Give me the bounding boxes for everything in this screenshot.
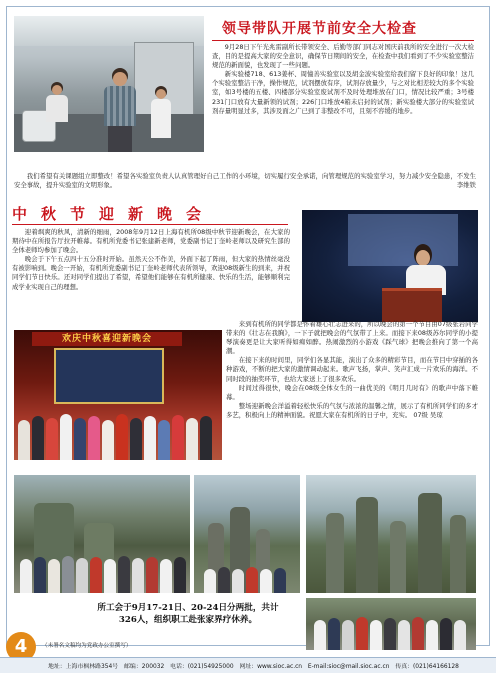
contact-info: 地址：上海市枫林路354号 邮编：200032 电话：(021)54925000 网址：www.sioc.ac.cn E-mail:sioc@mail.sioc.ac.cn 传真：(021)64166128 (48, 664, 459, 670)
page-number-badge: 4 (6, 632, 36, 662)
trip-photo-4 (306, 598, 476, 650)
trip-photo-2 (194, 475, 300, 593)
gala-para-1: 迎着飒爽的秋风，清新的细雨，2008年9月12日上海有机所08级中秋节迎新晚会，在大家的期待中在所报告厅拉开帷幕。有机所党委书记张建新老师，党委副书记丁奎岭老师以及研究生部的全体老师均参加了晚会。 (12, 228, 290, 255)
editorial-note: （未署名文稿均为党政办公室撰写） (42, 643, 132, 649)
inspection-text (212, 43, 474, 116)
gala-group-photo (14, 330, 222, 460)
gala-title: 中秋节迎新晚会 (12, 205, 216, 223)
gala-para-3: 来到有机所的同学都是怀着雄心壮志进来的，所以晚会的第一个节目由07级张岩同学带来的《壮志在我胸》，一下子就把晚会的气氛带了上来。而接下来08级苏尔同学的小提琴演奏更是让大家听得如痴如醉。热闹激烈的小游戏《踩气球》把晚会推向了第一个高潮。 (226, 320, 478, 356)
gala-para-2: 晚会于下午五点四十五分准时开始。虽然天公不作美，外面下起了阵雨，但大家的热情丝毫没有被影响到。晚会一开始，有机所党委副书记丁奎岭老师代表所领导，欢迎08级新生的到来，并祝同学们节日快乐。还对同学们提出了希望，希望他们能够在有机所健康、快乐的生活，能够顺利完成学业实现自己的理想。 (12, 255, 290, 291)
stage-banner: 欢庆中秋喜迎新晚会 (32, 332, 182, 346)
inspection-para-2: 新实验楼718、613姜杯、周憧善实验室以及胡金波实验室给我们留下良好的印象！这几个实验室整洁干净，操作规范，试剂摆放有序，试剂存放量少，与之对比相差较大的多个实验室，如3号楼的五楼、四楼部分实验室废试剂不及时处理堆放在门口，情况比较严重；3号楼231门口放有大量新领的试剂；226门口堆放4箱未启封的试剂；新实验楼大部分的实验室试剂存量明显过多，其涉及面之广已到了非整改不可，且刻不容缓的地步。 (212, 70, 475, 115)
gala-author: 07级 吴琼 (413, 410, 443, 419)
gala-para-4: 在接下来的时间里，同学们各显其能，演出了众多的精彩节目，而在节目中穿插的各种游戏，不断的把大家的激情调动起来。歌声飞扬，掌声、笑声汇成一片欢乐的海洋。不同时段的抽奖环节，也给大家送上了很多欢乐。 (226, 356, 478, 383)
inspection-author: 李维铁 (456, 181, 476, 190)
inspection-para-3: 我们希望有关课题组立即整改！希望各实验室负责人认真管理好自己工作的小环境，切实履行安全承诺，向管理规范的实验室学习，努力减少安全隐患，不发生安全事故，提升实验室的文明形象。 (14, 172, 476, 190)
inspection-conclusion (14, 172, 476, 190)
gala-para-6: 整场迎新晚会洋溢着轻松快乐的气氛与浓浓的温馨之情，展示了有机所同学们的多才多艺，积极向上的精神面貌。祝愿大家在有机所的日子中，充实。 (226, 401, 478, 419)
inspection-para-1: 9月28日下午光兆雷副所长带领安全、后勤等部门同志对国庆前我所的安全进行一次大检查，目的是提高大家的安全意识，确保节日期间的安全，在检查中我们看到了不少实验室整洁规范的新面貌，也发现了一些问题。 (212, 43, 475, 70)
trip-photo-3 (306, 475, 476, 593)
trip-caption (72, 602, 304, 626)
trip-caption-line-2: 326人，组织职工赴张家界疗休养。 (118, 615, 258, 625)
inspection-title: 领导带队开展节前安全大检查 (222, 21, 417, 37)
trip-caption-line-1: 所工会于9月17-21日、20-24日分两批，共计 (97, 603, 279, 613)
gala-title-divider (12, 224, 288, 225)
gala-para-5: 时间过得很快，晚会在08级全体女生的一曲优美的《明月几时有》的歌声中落下帷幕。 (226, 383, 478, 401)
speaker-photo (302, 210, 478, 322)
trip-photo-1 (14, 475, 190, 593)
gala-text-right (226, 320, 478, 420)
title-divider (212, 40, 474, 41)
gala-text-top (12, 228, 290, 292)
contact-footer (0, 657, 496, 673)
inspection-photo (14, 16, 204, 152)
